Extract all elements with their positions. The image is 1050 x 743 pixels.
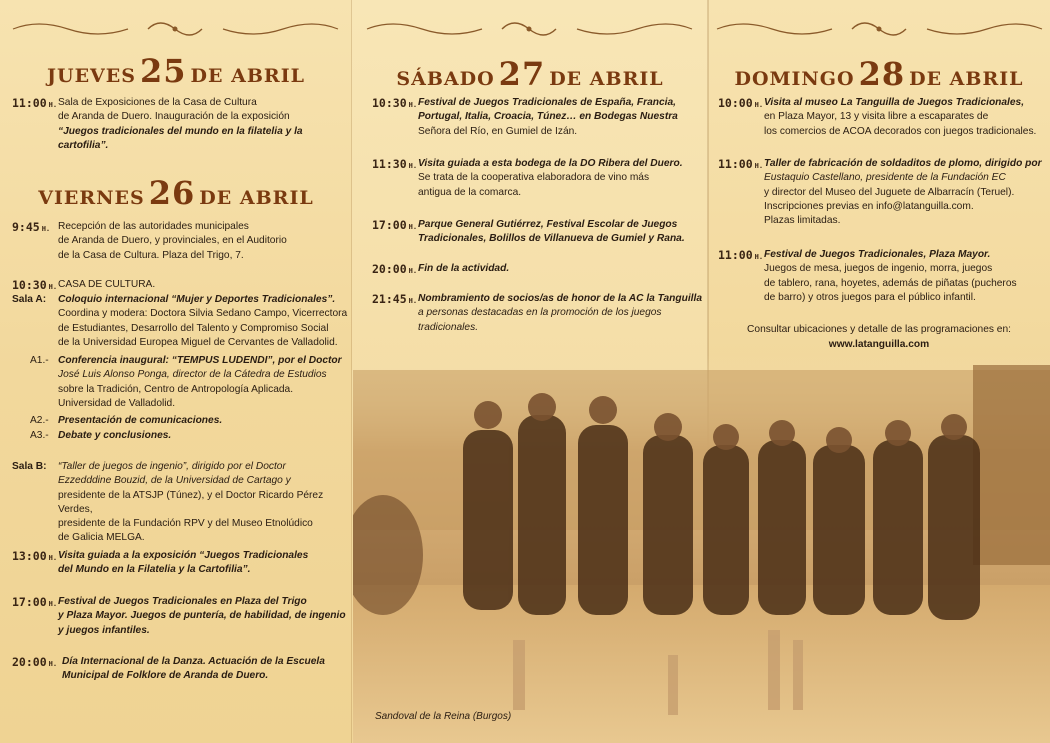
event-line: a personas destacadas en la promoción de los juegos	[418, 307, 662, 319]
event-line: presidente de la ATSJP (Túnez), y el Doctor Ricardo Pérez Verdes,	[58, 489, 324, 515]
event-line: Fin de la actividad.	[418, 263, 510, 274]
event-line: Festival de Juegos Tradicionales, Plaza Mayor.	[764, 249, 991, 260]
sala-title: Coloquio internacional “Mujer y Deportes Tradicionales”.	[58, 294, 336, 305]
event-time: 9:45 H.	[12, 220, 51, 234]
event-time: 20:00 H.	[12, 655, 58, 669]
event-line: Portugal, Italia, Croacia, Túnez… en Bodegas Nuestra	[418, 111, 678, 123]
item-label: A2.-	[30, 415, 49, 426]
event-line: CASA DE CULTURA.	[58, 279, 156, 290]
day-number: 27	[498, 55, 546, 93]
event-line: Presentación de comunicaciones.	[58, 415, 223, 426]
event-line: de tablero, rana, hoyetes, además de piñatas (pucheros	[764, 277, 1017, 289]
event-line: antigua de la comarca.	[418, 186, 522, 198]
sala-label: Sala B:	[12, 461, 47, 472]
event-line: de Aranda de Duero. Inauguración de la exposición	[58, 111, 290, 123]
event-line: Se trata de la cooperativa elaboradora de vino más	[418, 172, 650, 184]
event-line: los comercios de ACOA decorados con juegos tradicionales.	[764, 125, 1037, 137]
ornament-divider	[8, 14, 343, 44]
day-number: 26	[148, 174, 196, 212]
day-title-sabado	[352, 55, 708, 93]
weekday: JUEVES	[47, 65, 137, 87]
event-line: Taller de fabricación de soldaditos de plomo, dirigido por	[764, 158, 1042, 169]
sepia-photograph	[353, 355, 1050, 743]
event-line: y director del Museo del Juguete de Albarracín (Teruel).	[764, 186, 1015, 198]
event-line: José Luis Alonso Ponga, director de la Cátedra de Estudios	[58, 369, 327, 381]
month: DE ABRIL	[199, 187, 314, 209]
event-line: “Taller de juegos de ingenio”, dirigido por el Doctor	[58, 461, 286, 472]
weekday: SÁBADO	[396, 68, 495, 90]
event-line: de Estudiantes, Desarrollo del Talento y Compromiso Social	[58, 322, 329, 334]
event-line: Sala de Exposiciones de la Casa de Cultura	[58, 97, 257, 108]
day-number: 25	[140, 52, 187, 90]
event-time: 17:00 H.	[372, 218, 418, 232]
panel-left	[0, 0, 352, 743]
month: DE ABRIL	[190, 65, 305, 87]
event-line: Nombramiento de socios/as de honor de la AC la Tanguilla	[418, 293, 702, 304]
sala-label: Sala A:	[12, 294, 47, 305]
event-line: Señora del Río, en Gumiel de Izán.	[418, 125, 578, 137]
event-line: Visita al museo La Tanguilla de Juegos Tradicionales,	[764, 97, 1025, 108]
consult-text: Consultar ubicaciones y detalle de las programaciones en:	[747, 324, 1011, 335]
event-line: Juegos de mesa, juegos de ingenio, morra, juegos	[764, 263, 993, 275]
event-line: Festival de Juegos Tradicionales de España, Francia,	[418, 97, 676, 108]
event-line: sobre la Tradición, Centro de Antropología Aplicada.	[58, 383, 294, 395]
event-line: en Plaza Mayor, 13 y visita libre a escaparates de	[764, 111, 989, 123]
weekday: VIERNES	[38, 187, 145, 209]
event-time: 11:00 H.	[718, 157, 764, 171]
event-line: y Plaza Mayor. Juegos de puntería, de habilidad, de ingenio	[58, 610, 346, 622]
day-title-domingo	[708, 55, 1050, 93]
item-label: A3.-	[30, 430, 49, 441]
event-time: 10:30 H.	[12, 278, 58, 292]
event-time: 10:00 H.	[718, 96, 764, 110]
day-title-jueves	[0, 52, 352, 90]
event-line: Tradicionales, Bolillos de Villanueva de Gumiel y Rana.	[418, 233, 685, 245]
event-line: de la Universidad Europea Miguel de Cervantes de Valladolid.	[58, 336, 338, 348]
event-line: Conferencia inaugural: “TEMPUS LUDENDI”, por el Doctor	[58, 355, 342, 366]
event-line: presidente de la Fundación RPV y del Museo Etnolúdico	[58, 518, 313, 530]
event-line: de barro) y otros juegos para el público infantil.	[764, 291, 976, 303]
event-time: 11:00 H.	[718, 248, 764, 262]
event-line: tradicionales.	[418, 321, 479, 333]
event-line: del Mundo en la Filatelia y la Cartofilia”.	[58, 564, 251, 576]
event-time: 11:30 H.	[372, 157, 418, 171]
event-time: 11:00 H.	[12, 96, 58, 110]
event-line: “Juegos tradicionales del mundo en la filatelia y la cartofilia”.	[58, 125, 303, 151]
photo-caption: Sandoval de la Reina (Burgos)	[375, 711, 512, 722]
ornament-divider	[712, 14, 1047, 44]
event-line: de Aranda de Duero, y provinciales, en el Auditorio	[58, 235, 287, 247]
ornament-divider	[362, 14, 697, 44]
day-title-viernes	[0, 174, 352, 212]
event-line: Parque General Gutiérrez, Festival Escolar de Juegos	[418, 219, 678, 230]
event-line: de la Casa de Cultura. Plaza del Trigo, 7.	[58, 249, 244, 261]
month: DE ABRIL	[909, 68, 1024, 90]
website-link[interactable]: www.latanguilla.com	[828, 339, 930, 351]
item-label: A1.-	[30, 355, 49, 366]
event-time: 20:00 H.	[372, 262, 418, 276]
event-line: Coordina y modera: Doctora Silvia Sedano Campo, Vicerrectora	[58, 308, 348, 320]
event-line: Eustaquio Castellano, presidente de la Fundación EC	[764, 172, 1006, 184]
event-line: Universidad de Valladolid.	[58, 397, 176, 409]
event-line: Ezzedddine Bouzid, de la Universidad de Cartago y	[58, 475, 291, 487]
event-time: 17:00 H.	[12, 595, 58, 609]
event-line: Inscripciones previas en info@latanguilla.com.	[764, 200, 974, 212]
consult-block	[708, 323, 1050, 353]
event-line: Día Internacional de la Danza. Actuación de la Escuela	[62, 656, 325, 667]
event-line: Debate y conclusiones.	[58, 430, 172, 441]
event-time: 13:00 H.	[12, 549, 58, 563]
weekday: DOMINGO	[734, 68, 855, 90]
month: DE ABRIL	[549, 68, 664, 90]
event-line: de Galicia MELGA.	[58, 532, 145, 544]
event-time: 10:30 H.	[372, 96, 418, 110]
event-line: Visita guiada a la exposición “Juegos Tradicionales	[58, 550, 309, 561]
event-time: 21:45 H.	[372, 292, 418, 306]
event-line: Visita guiada a esta bodega de la DO Ribera del Duero.	[418, 158, 683, 169]
day-number: 28	[858, 55, 906, 93]
event-line: Municipal de Folklore de Aranda de Duero.	[62, 670, 269, 682]
event-line: Festival de Juegos Tradicionales en Plaza del Trigo	[58, 596, 307, 607]
event-line: Recepción de las autoridades municipales	[58, 221, 249, 232]
event-line: Plazas limitadas.	[764, 215, 841, 227]
event-line: y juegos infantiles.	[58, 624, 150, 636]
